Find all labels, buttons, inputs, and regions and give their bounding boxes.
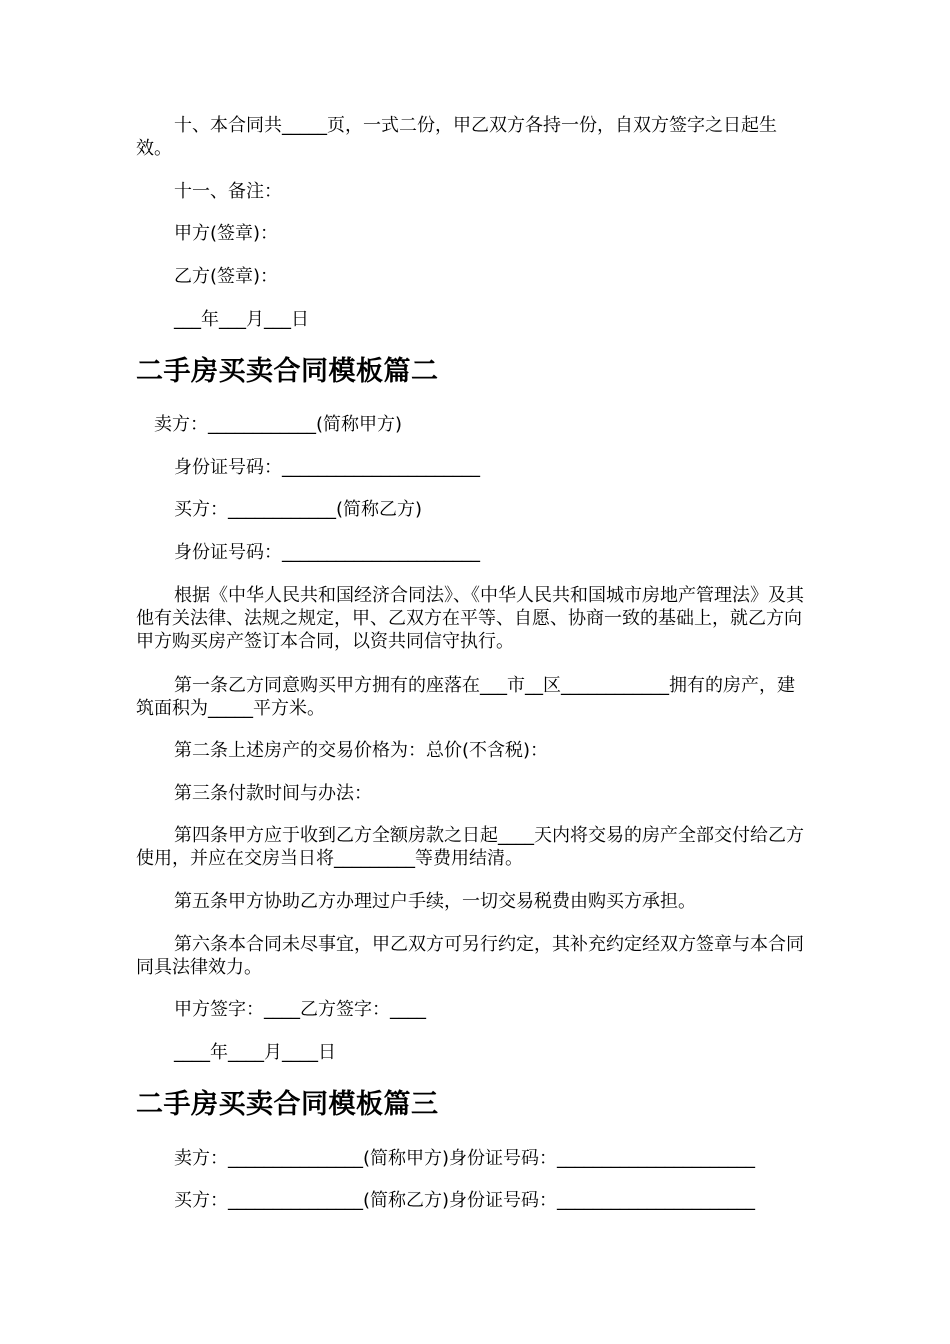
article-6: 第六条本合同未尽事宜，甲乙双方可另行约定，其补充约定经双方签章与本合同同具法律效力。 (136, 934, 804, 978)
article-4: 第四条甲方应于收到乙方全额房款之日起____天内将交易的房产全部交付给乙方使用，并应在交房当日将_________等费用结清。 (136, 825, 804, 869)
preamble-paragraph: 根据《中华人民共和国经济合同法》、《中华人民共和国城市房地产管理法》及其他有关法律、法规之规定，甲、乙双方在平等、自愿、协商一致的基础上，就乙方向甲方购买房产签订本合同，以资共同信守执行。 (136, 585, 804, 652)
buyer-line-3: 买方：_______________(简称乙方)身份证号码：______________________ (174, 1190, 756, 1211)
article-2: 第二条上述房产的交易价格为：总价(不含税)： (174, 740, 549, 761)
article-3: 第三条付款时间与办法： (174, 783, 372, 804)
seller-line-3: 卖方：_______________(简称甲方)身份证号码：______________________ (174, 1148, 756, 1169)
buyer-line: 买方：____________(简称乙方) (174, 499, 423, 520)
party-b-signature: 乙方(签章)： (174, 266, 279, 287)
buyer-id-line: 身份证号码：______________________ (174, 542, 480, 563)
seller-id-line: 身份证号码：______________________ (174, 457, 480, 478)
signing-date-2: ____年____月____日 (174, 1042, 336, 1063)
seller-line: 卖方：____________(简称甲方) (154, 414, 403, 435)
signature-line: 甲方签字：____乙方签字：____ (174, 999, 426, 1020)
section-title-3: 二手房买卖合同模板篇三 (136, 1089, 439, 1120)
signing-date: ___年___月___日 (174, 309, 309, 330)
clause-11-remarks: 十一、备注： (174, 181, 282, 202)
clause-10: 十、本合同共_____页，一式二份，甲乙双方各持一份，自双方签字之日起生效。 (136, 115, 777, 159)
party-a-signature: 甲方(签章)： (174, 223, 279, 244)
section-title-2: 二手房买卖合同模板篇二 (136, 356, 439, 387)
article-5: 第五条甲方协助乙方办理过户手续，一切交易税费由购买方承担。 (174, 891, 696, 912)
article-1: 第一条乙方同意购买甲方拥有的座落在___市__区____________拥有的房产，建筑面积为_____平方米。 (136, 675, 795, 719)
